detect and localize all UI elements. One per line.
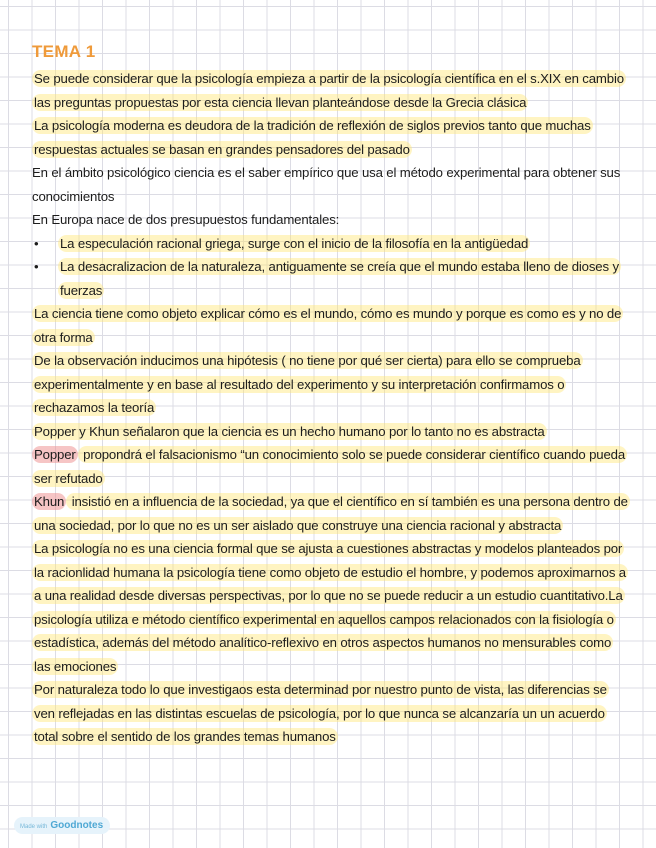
bullet-item: • La desacralizacion de la naturaleza, antiguamente se creía que el mundo estaba lleno de dioses y fuerzas [32, 255, 630, 302]
bullet-item: • La especulación racional griega, surge con el inicio de la filosofía en la antigüedad [32, 232, 630, 256]
paragraph-1: Se puede considerar que la psicología empieza a partir de la psicología científica en el s.XIX en cambio las preguntas propuestas por esta ciencia llevan planteándose desde la Grecia clásica [34, 71, 624, 110]
paragraph-6: De la observación inducimos una hipótesis ( no tiene por qué ser cierta) para ello se comprueba experimentalmente y en base al resultado del experimento y su interpretación confirmamos o rechazamos la teoría [34, 353, 581, 415]
page-title: TEMA 1 [32, 42, 96, 61]
paragraph-4: En Europa nace de dos presupuestos fundamentales: [32, 212, 340, 227]
goodnotes-badge [14, 817, 110, 834]
name-highlight: Khun [34, 494, 65, 509]
paragraph-7: Popper y Khun señalaron que la ciencia es un hecho humano por lo tanto no es abstracta [34, 423, 545, 439]
paragraph-10: La psicología no es una ciencia formal que se ajusta a cuestiones abstractas y modelos planteados por la racionlidad humana la psicología tiene como objeto de estudio el hombre, y podemos aproximarnos a a una realidad desde diversas perspectivas, por lo que no se puede reducir a un estudio cuantitativo.La psicología utiliza e método científico experimental en aquellos campos relacionados con la fisiología o estadística, además del método analítico-reflexivo en otros aspectos humanos no mensurables como las emociones [34, 541, 626, 674]
notes-body [32, 67, 630, 749]
paragraph-9: Khun insistió en a influencia de la sociedad, ya que el científico en sí también es una persona dentro de una sociedad, por lo que no es un ser aislado que construye una ciencia racional y abstracta [34, 494, 628, 533]
brand-label: Goodnotes [50, 820, 104, 831]
paragraph-3: En el ámbito psicológico ciencia es el saber empírico que usa el método experimental para obtener sus conocimientos [32, 165, 621, 204]
paragraph-5: La ciencia tiene como objeto explicar cómo es el mundo, cómo es mundo y porque es como es y no de otra forma [34, 306, 622, 345]
made-with-label: Made with [20, 824, 48, 830]
paragraph-2: La psicología moderna es deudora de la tradición de reflexión de siglos previos tanto que muchas respuestas actuales se basan en grandes pensadores del pasado [34, 118, 591, 157]
bullet-list [32, 232, 630, 303]
paragraph-11: Por naturaleza todo lo que investigaos esta determinad por nuestro punto de vista, las diferencias se ven reflejadas en las distintas escuelas de psicología, por lo que nunca se alcanzaría un un acuerdo total sobre el sentido de los grandes temas humanos [34, 682, 607, 744]
paragraph-8: Popper propondrá el falsacionismo “un conocimiento solo se puede considerar científico cuando pueda ser refutado [34, 447, 626, 486]
name-highlight: Popper [34, 447, 76, 462]
